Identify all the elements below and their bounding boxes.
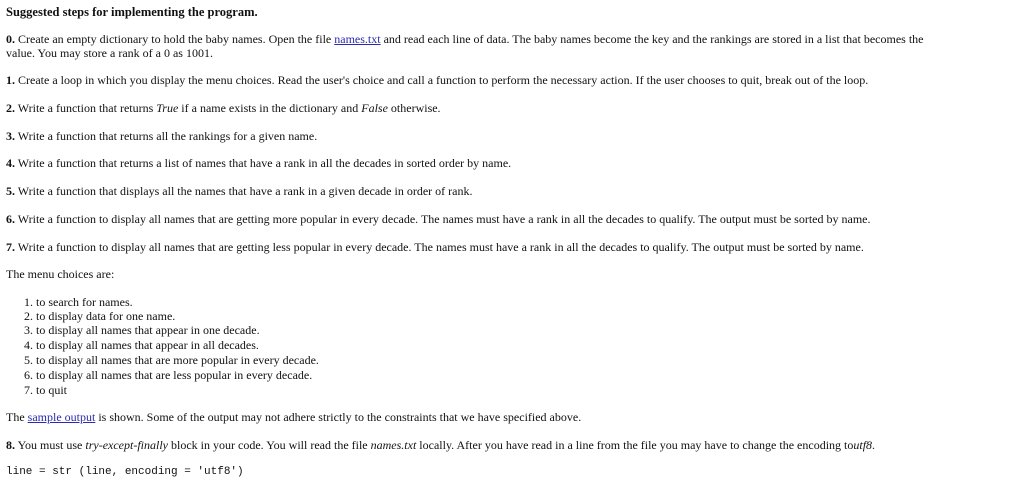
step-2-text-after: otherwise. xyxy=(390,101,441,115)
step-0-text-after-link: and read each line of data. The baby names become the key and the rankings are stored in a list that becomes the xyxy=(383,32,924,46)
menu-item: 2. to display data for one name. xyxy=(24,309,176,323)
step-8-try-except-term: try-except-finally xyxy=(85,438,168,452)
step-7-text: Write a function to display all names that are getting less popular in every decade. The names must have a rank in all the decades to qualify. The output must be sorted by name. xyxy=(17,240,864,254)
menu-item: 1. to search for names. xyxy=(24,295,133,309)
menu-intro: The menu choices are: xyxy=(6,267,115,281)
step-0-line-1 xyxy=(6,32,923,46)
step-0-text-before-link: Create an empty dictionary to hold the baby names. Open the file xyxy=(18,32,332,46)
step-5-number: 5. xyxy=(6,184,15,198)
step-7-number: 7. xyxy=(6,240,15,254)
step-8-number: 8. xyxy=(6,438,15,452)
step-8-text-middle: block in your code. You will read the file xyxy=(171,438,368,452)
step-8 xyxy=(6,438,875,452)
step-8-text-before: You must use xyxy=(17,438,83,452)
step-4-text: Write a function that returns a list of names that have a rank in all the decades in sorted order by name. xyxy=(17,156,512,170)
step-8-names-txt-term: names.txt xyxy=(370,438,417,452)
step-1-number: 1. xyxy=(6,73,15,87)
sample-text-after: is shown. Some of the output may not adhere strictly to the constraints that we have specified above. xyxy=(98,410,582,424)
step-4-number: 4. xyxy=(6,156,15,170)
step-4 xyxy=(6,156,511,170)
step-3 xyxy=(6,129,317,143)
step-2-text-before: Write a function that returns xyxy=(17,101,154,115)
menu-item: 4. to display all names that appear in all decades. xyxy=(24,338,259,352)
step-6-text: Write a function to display all names that are getting more popular in every decade. The names must have a rank in all the decades to qualify. The output must be sorted by name. xyxy=(17,212,871,226)
step-2 xyxy=(6,101,441,115)
step-5-text: Write a function that displays all the names that have a rank in a given decade in order of rank. xyxy=(17,184,473,198)
step-1-text: Create a loop in which you display the menu choices. Read the user's choice and call a function to perform the necessary action. If the user chooses to quit, break out of the loop. xyxy=(18,73,869,87)
menu-item: 7. to quit xyxy=(24,383,68,397)
step-2-text-middle: if a name exists in the dictionary and xyxy=(181,101,359,115)
step-3-text: Write a function that returns all the rankings for a given name. xyxy=(17,129,318,143)
menu-item: 5. to display all names that are more popular in every decade. xyxy=(24,353,319,367)
step-8-period: . xyxy=(872,438,876,452)
step-5 xyxy=(6,184,472,198)
sample-output-line xyxy=(6,410,581,424)
step-6 xyxy=(6,212,871,226)
step-2-true-term: True xyxy=(156,101,179,115)
step-8-utf8-term: utf8 xyxy=(853,438,873,452)
step-3-number: 3. xyxy=(6,129,15,143)
step-2-number: 2. xyxy=(6,101,15,115)
menu-item: 3. to display all names that appear in one decade. xyxy=(24,323,260,337)
names-txt-link[interactable]: names.txt xyxy=(334,32,381,46)
step-7 xyxy=(6,240,864,254)
step-0-line-2: value. You may store a rank of a 0 as 1001. xyxy=(6,46,213,60)
step-2-false-term: False xyxy=(361,101,388,115)
page-heading: Suggested steps for implementing the program. xyxy=(6,5,258,19)
step-6-number: 6. xyxy=(6,212,15,226)
code-line: line = str (line, encoding = 'utf8') xyxy=(6,466,244,478)
menu-item: 6. to display all names that are less popular in every decade. xyxy=(24,368,313,382)
sample-text-before: The xyxy=(6,410,25,424)
sample-output-link[interactable]: sample output xyxy=(27,410,96,424)
step-1 xyxy=(6,73,868,87)
step-0-number: 0. xyxy=(6,32,15,46)
step-8-text-middle-2: locally. After you have read in a line from the file you may have to change the encoding to xyxy=(419,438,854,452)
